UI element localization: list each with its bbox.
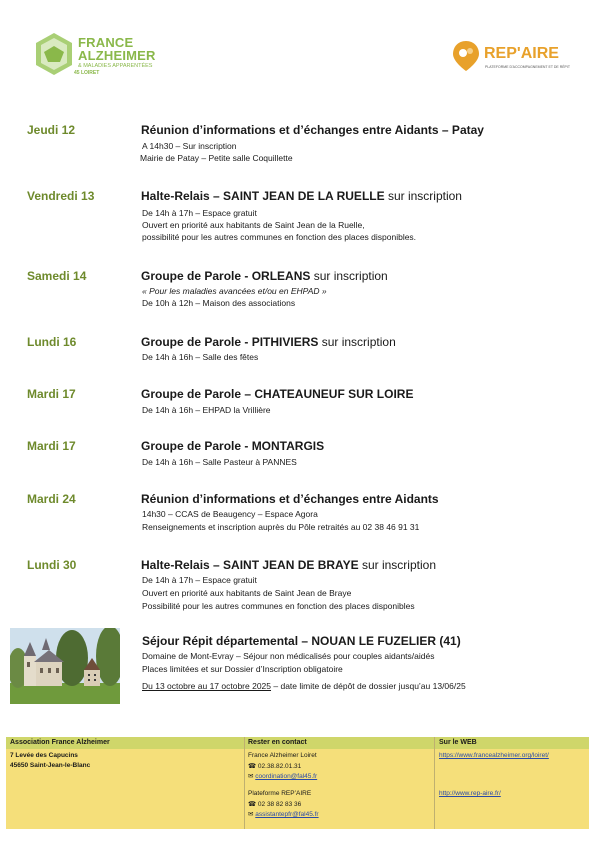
footer-email1-link[interactable]: coordination@fal45.fr — [255, 773, 318, 780]
event-title-bold: Halte-Relais – SAINT JEAN DE BRAYE — [141, 558, 359, 572]
event-day: Mardi 24 — [27, 492, 76, 506]
event-line: possibilité pour les autres communes en fonction des places disponibles. — [142, 232, 417, 242]
event-line: De 14h à 16h – Salle Pasteur à PANNES — [142, 457, 297, 467]
email-icon: ✉ — [248, 773, 256, 780]
france-alzheimer-logo — [34, 32, 164, 78]
event-line: « Pour les maladies avancées et/ou en EHPAD » — [142, 286, 327, 296]
event-title — [141, 189, 462, 203]
event-title — [141, 269, 388, 283]
repaire-logo — [452, 40, 571, 80]
footer-col-contact — [244, 737, 435, 829]
event-line: De 14h à 16h – Salle des fêtes — [142, 352, 259, 362]
footer-header-contact: Rester en contact — [248, 739, 307, 746]
footer-header-association: Association France Alzheimer — [10, 739, 110, 746]
email-icon: ✉ — [248, 811, 256, 818]
footer-header-web: Sur le WEB — [439, 739, 477, 746]
event-title-rest: sur inscription — [318, 335, 396, 349]
event-title — [141, 439, 324, 453]
event-line: Mairie de Patay – Petite salle Coquillette — [140, 153, 293, 163]
sejour-line2: Places limitées et sur Dossier d’Inscription obligatoire — [142, 664, 343, 674]
event-line: Renseignements et inscription auprès du Pôle retraités au 02 38 46 91 31 — [142, 522, 420, 532]
footer-col-association — [6, 737, 244, 829]
repaire-pin-icon — [452, 40, 480, 72]
event-line: Ouvert en priorité aux habitants de Saint Jean de Braye — [142, 588, 352, 598]
logo-text-line3: & MALADIES APPARENTÉES — [78, 63, 153, 69]
logo-text-line2: ALZHEIMER — [78, 48, 156, 63]
event-title-bold: Réunion d’informations et d’échanges entre Aidants – Patay — [141, 123, 484, 137]
event-title — [141, 123, 484, 137]
footer-col-web — [434, 737, 590, 829]
event-title-bold: Groupe de Parole - ORLEANS — [141, 269, 311, 283]
event-title-rest: sur inscription — [310, 269, 388, 283]
footer-email1-row — [248, 772, 317, 780]
sejour-line1: Domaine de Mont-Evray – Séjour non médicalisés pour couples aidants/aidés — [142, 651, 435, 661]
event-day: Lundi 30 — [27, 558, 77, 572]
footer-url2-link[interactable]: http://www.rep-aire.fr/ — [439, 790, 501, 797]
sejour-dates-line — [142, 681, 466, 691]
footer-url1-link[interactable]: https://www.francealzheimer.org/loiret/ — [439, 752, 549, 759]
event-line: De 10h à 12h – Maison des associations — [142, 298, 296, 308]
sejour-deadline: – date limite de dépôt de dossier jusqu’au 13/06/25 — [271, 681, 466, 691]
event-day: Mardi 17 — [27, 439, 76, 453]
repaire-name: REP'AIRE — [484, 45, 559, 62]
event-title — [141, 387, 413, 401]
event-title-rest: sur inscription — [358, 558, 436, 572]
event-title-bold: Réunion d’informations et d’échanges entre Aidants — [141, 492, 439, 506]
repaire-tagline: PLATEFORME D'ACCOMPAGNEMENT ET DE RÉPIT — [485, 65, 571, 69]
footer-address-line2: 45650 Saint-Jean-le-Blanc — [10, 762, 91, 769]
event-line: De 14h à 17h – Espace gratuit — [142, 575, 257, 585]
footer-phone1: ☎ 02.38.82.01.31 — [248, 763, 302, 770]
sejour-title — [142, 634, 461, 648]
sejour-title-bold: Séjour Répit départemental – NOUAN LE FUZELIER (41) — [142, 634, 461, 648]
logo-text-line4: 45 LOIRET — [74, 70, 100, 76]
footer-org2: Plateforme REP’AIRE — [248, 790, 312, 797]
event-line: A 14h30 – Sur inscription — [142, 141, 237, 151]
event-title-bold: Groupe de Parole - PITHIVIERS — [141, 335, 319, 349]
event-day: Vendredi 13 — [27, 189, 95, 203]
event-title-bold: Groupe de Parole - MONTARGIS — [141, 439, 325, 453]
footer-address-line1: 7 Levée des Capucins — [10, 752, 78, 759]
chateau-photo — [10, 628, 120, 704]
event-day: Mardi 17 — [27, 387, 76, 401]
event-line: Ouvert en priorité aux habitants de Saint Jean de la Ruelle, — [142, 220, 365, 230]
event-line: De 14h à 16h – EHPAD la Vrillière — [142, 405, 271, 415]
footer-email2-row — [248, 810, 319, 818]
event-title — [141, 558, 436, 572]
hexagon-logo-icon — [34, 32, 74, 76]
event-title-rest: sur inscription — [384, 189, 462, 203]
event-title-bold: Halte-Relais – SAINT JEAN DE LA RUELLE — [141, 189, 385, 203]
footer-email2-link[interactable]: assistantepfr@fal45.fr — [255, 811, 319, 818]
logo-text-line1: FRANCE — [78, 35, 134, 50]
chateau-image — [10, 628, 120, 704]
footer-org1: France Alzheimer Loiret — [248, 752, 317, 759]
event-title — [141, 492, 439, 506]
event-line: De 14h à 17h – Espace gratuit — [142, 208, 257, 218]
event-line: 14h30 – CCAS de Beaugency – Espace Agora — [142, 509, 318, 519]
event-day: Jeudi 12 — [27, 123, 76, 137]
footer — [6, 737, 589, 829]
sejour-dates: Du 13 octobre au 17 octobre 2025 — [142, 681, 272, 691]
event-title — [141, 335, 396, 349]
event-line: Possibilité pour les autres communes en fonction des places disponibles — [142, 601, 415, 611]
footer-phone2: ☎ 02 38 82 83 36 — [248, 801, 302, 808]
event-day: Lundi 16 — [27, 335, 77, 349]
event-day: Samedi 14 — [27, 269, 87, 283]
event-title-bold: Groupe de Parole – CHATEAUNEUF SUR LOIRE — [141, 387, 414, 401]
